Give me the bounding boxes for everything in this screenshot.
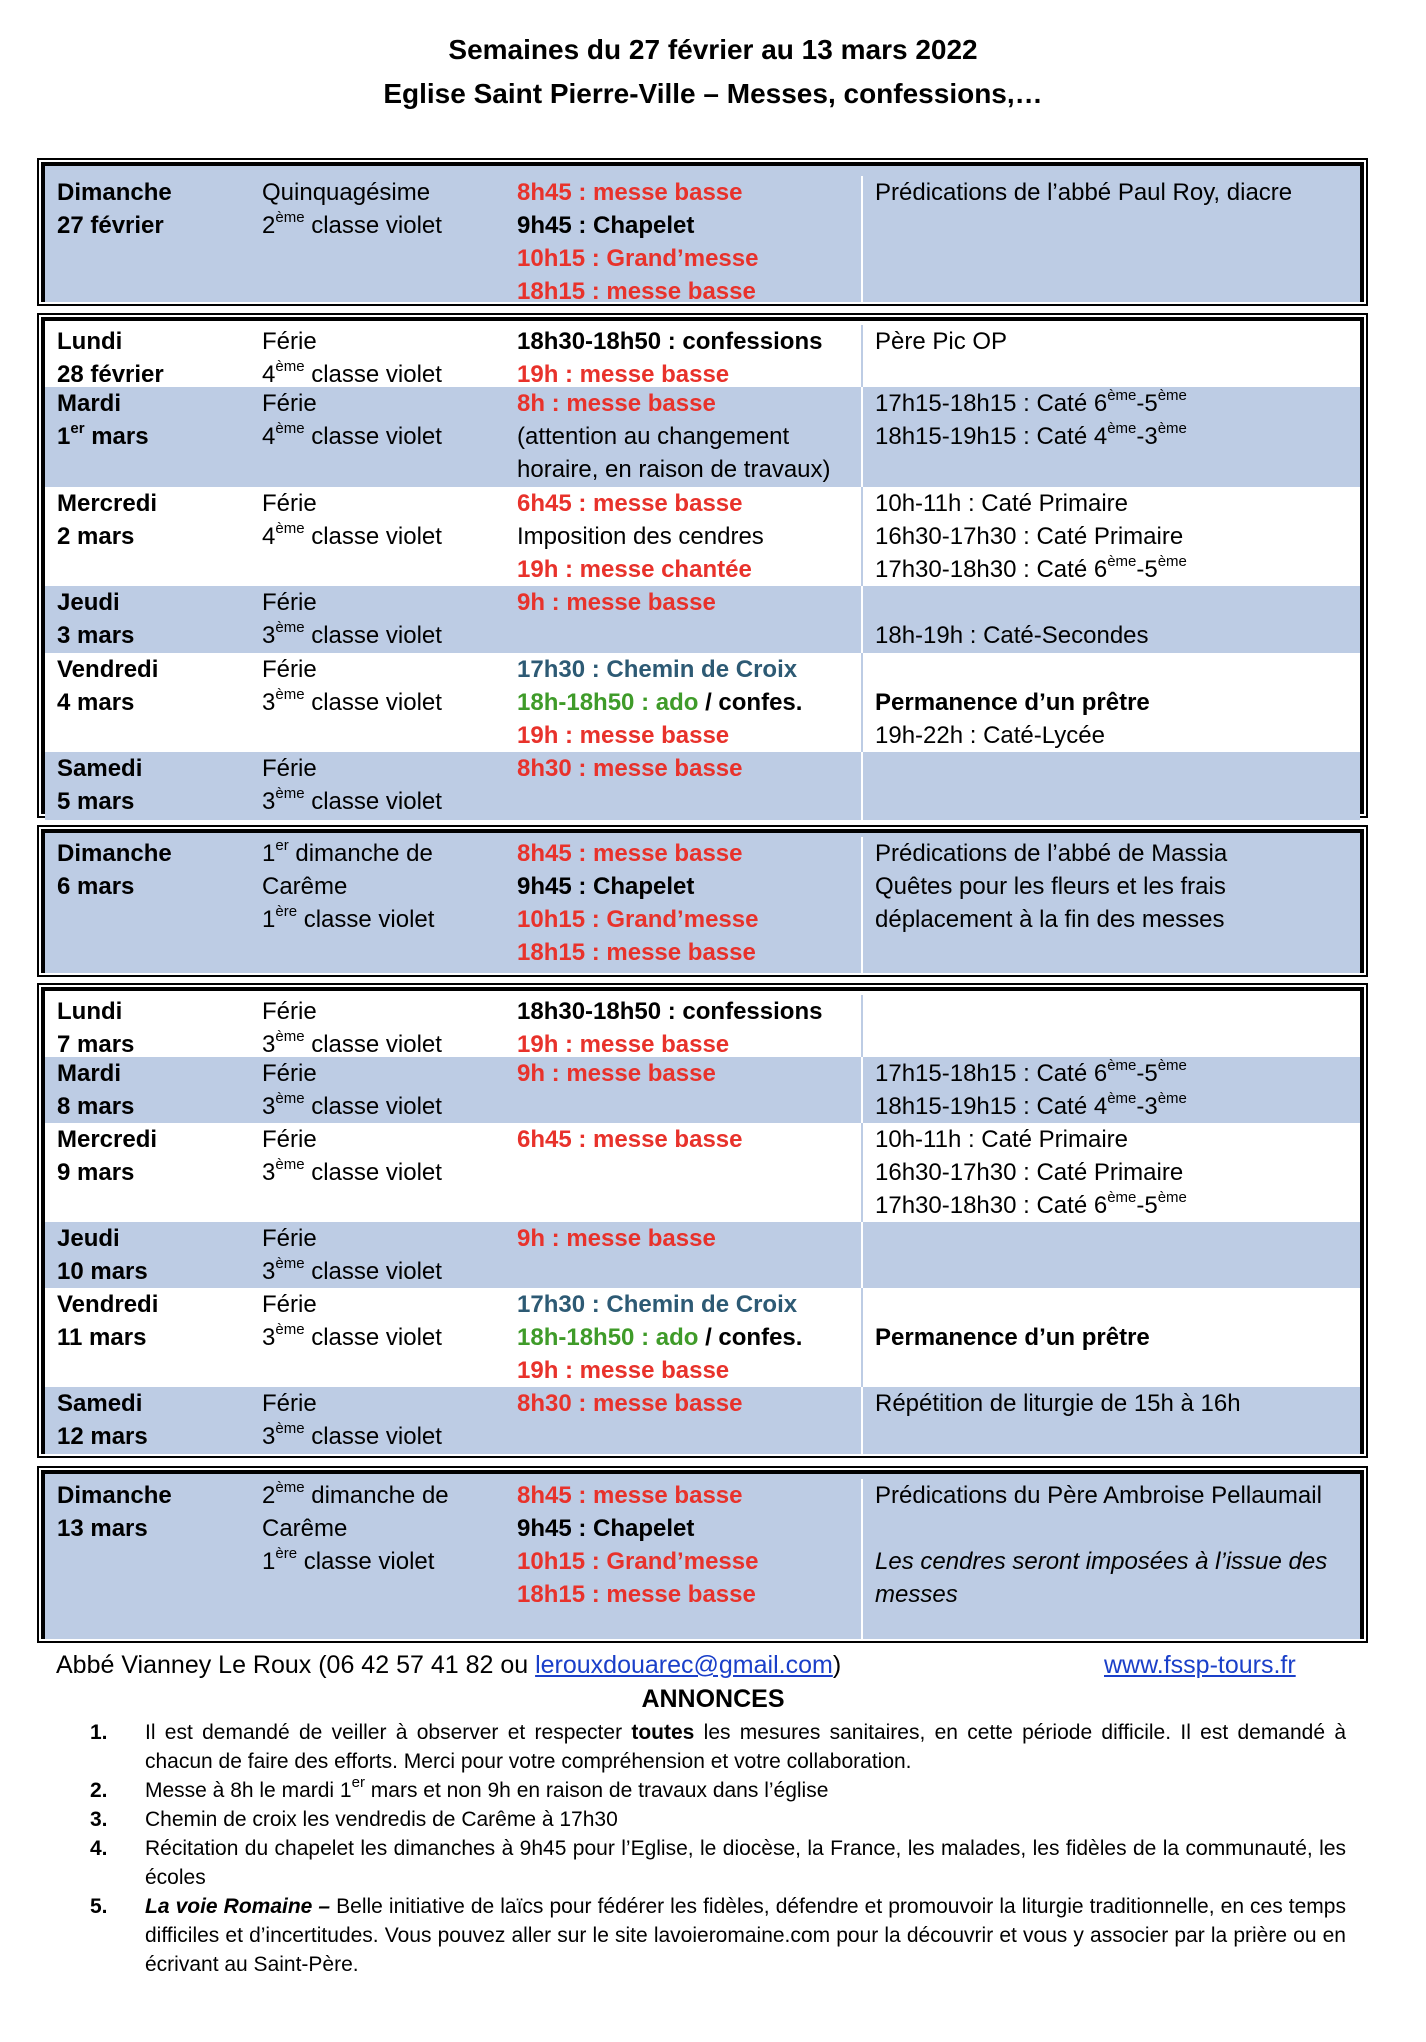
- note-line: 18h-19h : Caté-Secondes: [875, 622, 1149, 649]
- mass-time: 19h : messe chantée: [517, 556, 752, 583]
- day-name: Dimanche: [57, 840, 172, 867]
- mass-time: 8h : messe basse: [517, 390, 716, 417]
- note-line: 17h30-18h30 : Caté 6ème-5ème: [875, 553, 1187, 583]
- contact-text: Abbé Vianney Le Roux (06 42 57 41 82 ou: [56, 1651, 536, 1679]
- schedule-block-sun13: [37, 1466, 1368, 1643]
- note-line: 10h-11h : Caté Primaire: [875, 1126, 1129, 1153]
- way-of-cross-time: 17h30 : Chemin de Croix: [517, 1291, 798, 1318]
- day-date: 12 mars: [57, 1423, 148, 1450]
- day-name: Lundi: [57, 998, 123, 1025]
- day-name: Samedi: [57, 755, 143, 782]
- liturgy-cell: [250, 176, 505, 302]
- day-name: Mercredi: [57, 490, 158, 517]
- day-date: 1er mars: [57, 420, 149, 450]
- day-name: Dimanche: [57, 179, 172, 206]
- mass-time: 6h45 : messe basse: [517, 1126, 743, 1153]
- mass-time: 19h : messe basse: [517, 722, 730, 749]
- mass-time: 10h15 : Grand’messe: [517, 245, 759, 272]
- mass-time: 9h : messe basse: [517, 1225, 716, 1252]
- chapelet-time: 9h45 : Chapelet: [517, 212, 695, 239]
- note-line: Prédications du Père Ambroise Pellaumail: [875, 1482, 1322, 1509]
- list-item: 2. Messe à 8h le mardi 1er mars et non 9h en raison de travaux dans l’église: [90, 1774, 829, 1802]
- mass-time: 8h30 : messe basse: [517, 755, 743, 782]
- day-date: 2 mars: [57, 523, 135, 550]
- mass-time: 8h45 : messe basse: [517, 179, 743, 206]
- schedule-block-sun6: [37, 825, 1368, 977]
- schedule-row: Lundi 7 mars Férie 3ème classe violet 18h30-18h50 : confessions 19h : messe basse: [45, 991, 1360, 1057]
- day-date: 3 mars: [57, 622, 135, 649]
- mass-time: 10h15 : Grand’messe: [517, 906, 759, 933]
- schedule-row: Jeudi 3 mars Férie 3ème classe violet 9h : messe basse 18h-19h : Caté-Secondes: [45, 586, 1360, 653]
- mass-time: 18h15 : messe basse: [517, 1581, 756, 1608]
- note-line: messes: [875, 1581, 958, 1608]
- day-name: Mardi: [57, 1060, 122, 1087]
- notes-cell: [863, 176, 1360, 302]
- annonces-list: [90, 1718, 1346, 1979]
- chapelet-time: 9h45 : Chapelet: [517, 873, 695, 900]
- mass-time: 19h : messe basse: [517, 1357, 730, 1384]
- mass-time: 9h : messe basse: [517, 1060, 716, 1087]
- note-line: 19h-22h : Caté-Lycée: [875, 722, 1105, 749]
- day-date: 8 mars: [57, 1093, 135, 1120]
- schedule-row: Mercredi 9 mars Férie 3ème classe violet 6h45 : messe basse 10h-11h : Caté Primaire 16h30-17h30 : Caté Primaire 17h30-18h30 : Caté 6ème-5ème: [45, 1123, 1360, 1222]
- note-line: 17h15-18h15 : Caté 6ème-5ème: [875, 387, 1187, 417]
- confession-time: 18h30-18h50 : confessions: [517, 328, 823, 355]
- note-line: Père Pic OP: [875, 328, 1008, 355]
- day-date: 9 mars: [57, 1159, 135, 1186]
- mass-time: 18h15 : messe basse: [517, 278, 756, 305]
- day-date: 7 mars: [57, 1031, 135, 1058]
- list-item: 4. Récitation du chapelet les dimanches à 9h45 pour l’Eglise, le diocèse, la France, les malades, les fidèles de la communauté, les écoles: [90, 1837, 1346, 1889]
- list-item: 5. La voie Romaine – Belle initiative de laïcs pour fédérer les fidèles, défendre et promouvoir la liturgie traditionnelle, en ces temps difficiles et d’incertitudes. Vous pouvez aller sur le site lavoieromaine.com pour la découvrir et vous y associer par la prière ou en écrivant au Saint-Père.: [90, 1895, 1346, 1976]
- day-name: Vendredi: [57, 656, 159, 683]
- day-date: 5 mars: [57, 788, 135, 815]
- note-line: Permanence d’un prêtre: [875, 1324, 1150, 1351]
- note-line: Permanence d’un prêtre: [875, 689, 1150, 716]
- note-line: déplacement à la fin des messes: [875, 906, 1225, 933]
- note-line: Les cendres seront imposées à l’issue des: [875, 1548, 1328, 1575]
- note-line: 18h15-19h15 : Caté 4ème-3ème: [875, 1090, 1187, 1120]
- page-subtitle: Eglise Saint Pierre-Ville – Messes, confessions,…: [383, 78, 1043, 109]
- note-line: 17h30-18h30 : Caté 6ème-5ème: [875, 1189, 1187, 1219]
- note-line: 10h-11h : Caté Primaire: [875, 490, 1129, 517]
- chapelet-time: 9h45 : Chapelet: [517, 1515, 695, 1542]
- schedule-block-week1: [37, 313, 1368, 818]
- note-line: Quêtes pour les fleurs et les frais: [875, 873, 1226, 900]
- note-line: Répétition de liturgie de 15h à 16h: [875, 1390, 1241, 1417]
- note-line: 16h30-17h30 : Caté Primaire: [875, 1159, 1184, 1186]
- schedule-block-week2: [37, 983, 1368, 1458]
- schedule-row: Vendredi 4 mars Férie 3ème classe violet 17h30 : Chemin de Croix 18h-18h50 : ado / confes. 19h : messe basse Permanence d’un prêtre 19h-22h : Caté-Lycée: [45, 653, 1360, 752]
- note-line: 17h15-18h15 : Caté 6ème-5ème: [875, 1057, 1187, 1087]
- note-line: 16h30-17h30 : Caté Primaire: [875, 523, 1184, 550]
- mass-time: 6h45 : messe basse: [517, 490, 743, 517]
- day-date: 6 mars: [57, 873, 135, 900]
- note-line: 18h15-19h15 : Caté 4ème-3ème: [875, 420, 1187, 450]
- list-item: 3. Chemin de croix les vendredis de Carême à 17h30: [90, 1808, 618, 1831]
- schedule-row: Vendredi 11 mars Férie 3ème classe violet 17h30 : Chemin de Croix 18h-18h50 : ado / confes. 19h : messe basse Permanence d’un prêtre: [45, 1288, 1360, 1387]
- day-name: Jeudi: [57, 589, 120, 616]
- schedule-block-sun27: [37, 158, 1368, 306]
- page-title: Semaines du 27 février au 13 mars 2022: [448, 34, 978, 65]
- day-name: Mardi: [57, 390, 122, 417]
- day-name: Dimanche: [57, 1482, 172, 1509]
- mass-time: 18h15 : messe basse: [517, 939, 756, 966]
- day-date: 10 mars: [57, 1258, 148, 1285]
- mass-time: 19h : messe basse: [517, 361, 730, 388]
- website-link[interactable]: www.fssp-tours.fr: [1104, 1651, 1296, 1679]
- schedule-row: Lundi 28 février Férie 4ème classe violet 18h30-18h50 : confessions 19h : messe basse Père Pic OP: [45, 321, 1360, 387]
- day-name: Samedi: [57, 1390, 143, 1417]
- masses-cell: [505, 176, 863, 305]
- list-item: 1. Il est demandé de veiller à observer et respecter toutes les mesures sanitaires, en cette période difficile. Il est demandé à chacun de faire des efforts. Merci pour votre compréhension et votre collaboration.: [90, 1721, 1346, 1773]
- liturgy-class: 2ème classe violet: [262, 209, 442, 239]
- schedule-row: Dimanche 13 mars 2ème dimanche de Carême 1ère classe violet 8h45 : messe basse 9h45 : Chapelet 10h15 : Grand’messe 18h15 : messe basse Prédications du Père Ambroise Pellaumail Les cendres seront imposées à l’issue des messes: [45, 1474, 1360, 1639]
- mass-time: 8h30 : messe basse: [517, 1390, 743, 1417]
- confession-time: 18h30-18h50 : confessions: [517, 998, 823, 1025]
- day-date: 11 mars: [57, 1324, 147, 1351]
- day-date: 28 février: [57, 361, 164, 388]
- day-date: 4 mars: [57, 689, 135, 716]
- schedule-row: Jeudi 10 mars Férie 3ème classe violet 9h : messe basse: [45, 1222, 1360, 1288]
- note-line: Prédications de l’abbé de Massia: [875, 840, 1228, 867]
- schedule-row: [45, 166, 1360, 305]
- note-line: Prédications de l’abbé Paul Roy, diacre: [875, 179, 1293, 206]
- schedule-row: Dimanche 6 mars 1er dimanche de Carême 1ère classe violet 8h45 : messe basse 9h45 : Chapelet 10h15 : Grand’messe 18h15 : messe basse Prédications de l’abbé de Massia Quêtes pour les fleurs et les frais déplacement à la fin des messes: [45, 833, 1360, 973]
- mass-time: 19h : messe basse: [517, 1031, 730, 1058]
- schedule-row: Mardi 1er mars Férie 4ème classe violet 8h : messe basse (attention au changement horaire, en raison de travaux) 17h15-18h15 : Caté 6ème-5ème 18h15-19h15 : Caté 4ème-3ème: [45, 387, 1360, 487]
- schedule-row: Samedi 12 mars Férie 3ème classe violet 8h30 : messe basse Répétition de liturgie de 15h à 16h: [45, 1387, 1360, 1454]
- contact-line: Abbé Vianney Le Roux (06 42 57 41 82 ou lerouxdouarec@gmail.com) www.fssp-tours.fr: [56, 1648, 1346, 1682]
- day-name: Mercredi: [57, 1126, 158, 1153]
- email-link[interactable]: lerouxdouarec@gmail.com: [535, 1651, 833, 1679]
- schedule-row: Mercredi 2 mars Férie 4ème classe violet 6h45 : messe basse Imposition des cendres 19h : messe chantée 10h-11h : Caté Primaire 16h30-17h30 : Caté Primaire 17h30-18h30 : Caté 6ème-5ème: [45, 487, 1360, 586]
- day-date: 27 février: [57, 212, 164, 239]
- mass-time: 10h15 : Grand’messe: [517, 1548, 759, 1575]
- annonces-heading: ANNONCES: [641, 1685, 785, 1713]
- day-name: Vendredi: [57, 1291, 159, 1318]
- day-name: Lundi: [57, 328, 123, 355]
- mass-time: 8h45 : messe basse: [517, 1482, 743, 1509]
- schedule-row: Samedi 5 mars Férie 3ème classe violet 8h30 : messe basse: [45, 752, 1360, 820]
- mass-time: 9h : messe basse: [517, 589, 716, 616]
- day-date: 13 mars: [57, 1515, 148, 1542]
- day-cell: [45, 176, 250, 302]
- way-of-cross-time: 17h30 : Chemin de Croix: [517, 656, 798, 683]
- mass-time: 8h45 : messe basse: [517, 840, 743, 867]
- day-name: Jeudi: [57, 1225, 120, 1252]
- liturgy-line: Quinquagésime: [262, 179, 431, 206]
- schedule-row: Mardi 8 mars Férie 3ème classe violet 9h : messe basse 17h15-18h15 : Caté 6ème-5ème 18h15-19h15 : Caté 4ème-3ème: [45, 1057, 1360, 1123]
